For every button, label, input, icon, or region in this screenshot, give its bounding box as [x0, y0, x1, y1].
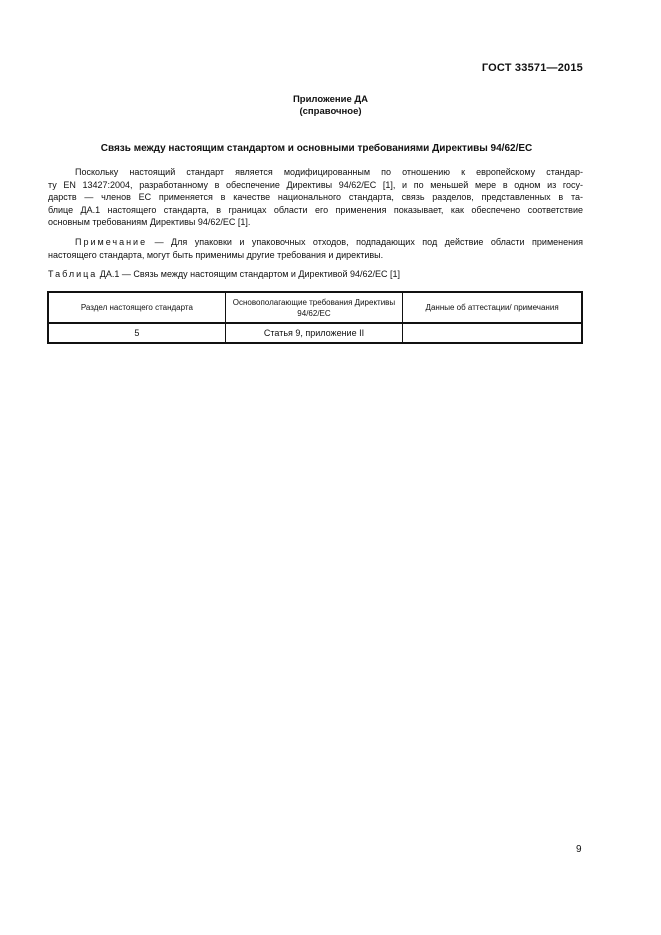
- table-header-row: [48, 292, 582, 323]
- table-cell: [403, 323, 582, 343]
- section-title: Связь между настоящим стандартом и основными требованиями Директивы 94/62/ЕС: [100, 143, 533, 154]
- table-header-cell: Данные об аттестации/ примечания: [403, 292, 582, 323]
- table-caption-label: Таблица: [48, 269, 98, 279]
- appendix-subtitle: (справочное): [299, 106, 362, 117]
- standard-code: ГОСТ 33571—2015: [481, 62, 583, 74]
- appendix-title: Приложение ДА: [292, 94, 369, 105]
- paragraph-line: основным требованиям Директивы 94/62/ЕС [1].: [48, 217, 251, 227]
- page-number: 9: [576, 844, 582, 855]
- note-text: — Для упаковки и упаковочных отходов, подпадающих под действие области применения: [147, 237, 583, 247]
- requirements-table: [47, 291, 583, 344]
- note-line: настоящего стандарта, могут быть применимы другие требования и директивы.: [48, 249, 384, 260]
- table-header-cell: Основополагающие требования Директивы 94/62/ЕС: [225, 292, 402, 323]
- table-header-cell: Раздел настоящего стандарта: [48, 292, 225, 323]
- table-caption-text: ДА.1 — Связь между настоящим стандартом и Директивой 94/62/ЕС [1]: [97, 269, 401, 279]
- paragraph-line: блице ДА.1 настоящего стандарта, в границах области его применения показывает, как обеспечено соответствие: [48, 204, 583, 215]
- note-paragraph: [48, 236, 583, 261]
- intro-paragraph: [48, 166, 583, 229]
- table-cell: 5: [48, 323, 225, 343]
- paragraph-line: ту EN 13427:2004, разработанному в обеспечение Директивы 94/62/ЕС [1], и по меньшей мере в одном из госу-: [48, 179, 583, 190]
- table-row: [48, 323, 582, 343]
- paragraph-line: дарств — членов ЕС применяется в качестве национального стандарта, связь разделов, представленных в та-: [48, 192, 583, 202]
- note-line: [48, 236, 583, 249]
- note-label: Примечание: [75, 237, 148, 247]
- paragraph-line: Поскольку настоящий стандарт является модифицированным по отношению к европейскому стандар-: [75, 167, 583, 177]
- table-caption: [48, 269, 400, 279]
- appendix-heading: [0, 94, 661, 118]
- table-cell: Статья 9, приложение II: [225, 323, 402, 343]
